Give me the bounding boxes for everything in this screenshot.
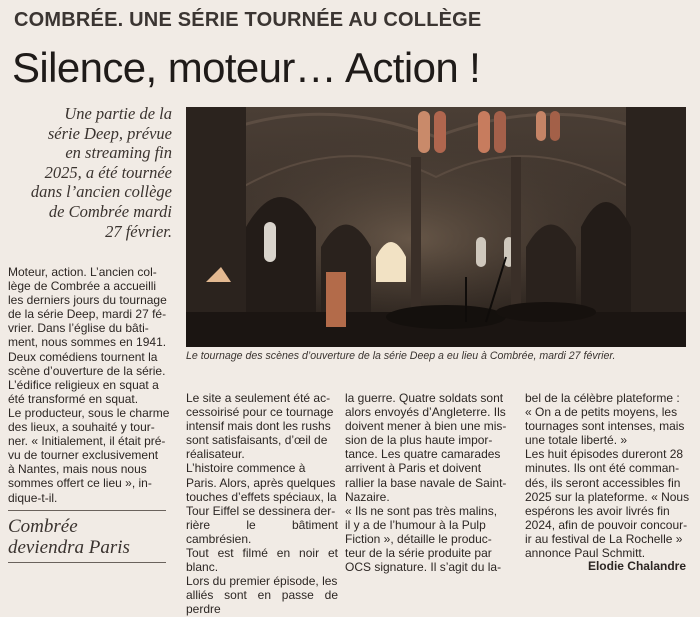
text-line: « On a de petits moyens, les [525,405,678,420]
text-line: de la série Deep, mardi 27 fé- [8,307,167,322]
sidebar-line: deviendra Paris [8,537,130,558]
kicker-place: COMBRÉE. [14,9,124,31]
text-line: ir au festival de La Rochelle » [525,531,683,546]
article-kicker [14,9,481,32]
sidebar-rule-top [8,510,166,511]
text-line: il y a de l’humour à la Pulp [345,517,486,532]
text-line: ner. « Initialement, il était pré- [8,434,166,449]
text-line: espérons les avoir livrés fin [525,503,670,518]
article-lead [22,104,172,241]
text-line: Deux comédiens tournent la [8,349,158,364]
church-interior-photo [186,107,686,347]
article-column-3 [345,391,517,574]
text-line: touches d’effets spéciaux, la [186,489,337,504]
lead-line: série Deep, prévue [47,123,172,143]
text-line: L’histoire commence à [186,461,306,476]
text-line: sommes offert ce lieu », in- [8,476,152,491]
text-line: Moteur, action. L’ancien col- [8,265,157,279]
text-line: rallier la base navale de Saint- [345,475,507,490]
text-line: OCS signature. Il s’agit du la- [345,560,502,575]
text-line: la guerre. Quatre soldats sont [345,391,504,405]
text-line: vu de tourner exclusivement [8,448,159,463]
text-line: Le producteur, sous le charme [8,405,170,420]
lead-line: en streaming fin [65,143,172,163]
text-line: « Ils ne sont pas très malins, [345,503,498,518]
sidebar-title [8,516,168,558]
text-line: sion de la plus haute impor- [345,433,493,448]
author-signature: Elodie Chalandre [587,559,686,573]
sidebar-rule-bottom [8,562,166,563]
text-line: réalisateur. [186,447,245,462]
text-line: vrier. Dans l’église du bâti- [8,321,149,336]
text-line: les derniers jours du tournage [8,293,167,308]
text-line: teur de la série produite par [345,546,492,561]
text-line: rière le bâtiment cambrésien. [186,517,338,546]
text-line: à Nantes, mais nous nous [8,462,147,477]
text-line: Nazaire. [345,489,390,504]
text-line: Fiction », détaille le produc- [345,531,492,546]
kicker-text: UNE SÉRIE TOURNÉE AU COLLÈGE [129,9,482,31]
text-line: Le site a seulement été ac- [186,391,331,405]
text-line: Paris. Alors, après quelques [186,475,336,490]
text-line: Tour Eiffel se dessinera der- [186,503,336,518]
article-column-4 [525,391,690,560]
article-column-1 [8,265,174,505]
photo-caption: Le tournage des scènes d’ouverture de la série Deep a eu lieu à Combrée, mardi 27 février. [186,350,616,362]
article-headline: Silence, moteur… Action ! [12,44,481,91]
text-line: 2025 sur la plateforme. « Nous [525,489,690,504]
text-line: Tout est filmé en noir et blanc. [186,546,338,575]
text-line: été transformé en squat. [8,391,139,406]
text-line: sont satisfaisants, d’œil de [186,433,328,448]
text-line: scène d’ouverture de la série. [8,363,166,378]
text-line: minutes. Ils ont été comman- [525,461,680,476]
sidebar-line: Combrée [8,516,78,537]
text-line: des lieux, a souhaité y tour- [8,420,155,435]
text-line: intensif mais dont les rushs [186,419,331,434]
text-line: doivent mener à bien une mis- [345,419,507,434]
text-line: alors envoyés d’Angleterre. Ils [345,405,506,420]
text-line: tournages sont intenses, mais [525,419,685,434]
lead-line: dans l’ancien collège [30,182,172,202]
text-line: lège de Combrée a accueilli [8,279,157,294]
text-line: alliés sont en passe de perdre [186,588,338,617]
text-line: 2024, afin de pouvoir concour- [525,517,688,532]
lead-line: de Combrée mardi [48,201,172,221]
text-line: tance. Les quatre camarades [345,447,501,462]
text-line: ment, nous sommes en 1941. [8,335,167,350]
text-line: une totale liberté. » [525,433,628,448]
article-column-2 [186,391,338,617]
lead-line: 27 février. [105,221,172,241]
text-line: dique-t-il. [8,490,58,505]
text-line: L’édifice religieux en squat a [8,377,159,392]
text-line: bel de la célèbre plateforme : [525,391,680,405]
text-line: arrivent à Paris et doivent [345,461,482,476]
text-line: Les huit épisodes dureront 28 [525,447,684,462]
text-line: annonce Paul Schmitt. [525,546,646,561]
text-line: dés, ils seront accessibles fin [525,475,681,490]
lead-line: 2025, a été tournée [44,162,172,182]
text-line: cessoirisé pour ce tournage [186,405,334,420]
lead-line: Une partie de la [64,104,172,123]
text-line: Lors du premier épisode, les [186,574,338,589]
